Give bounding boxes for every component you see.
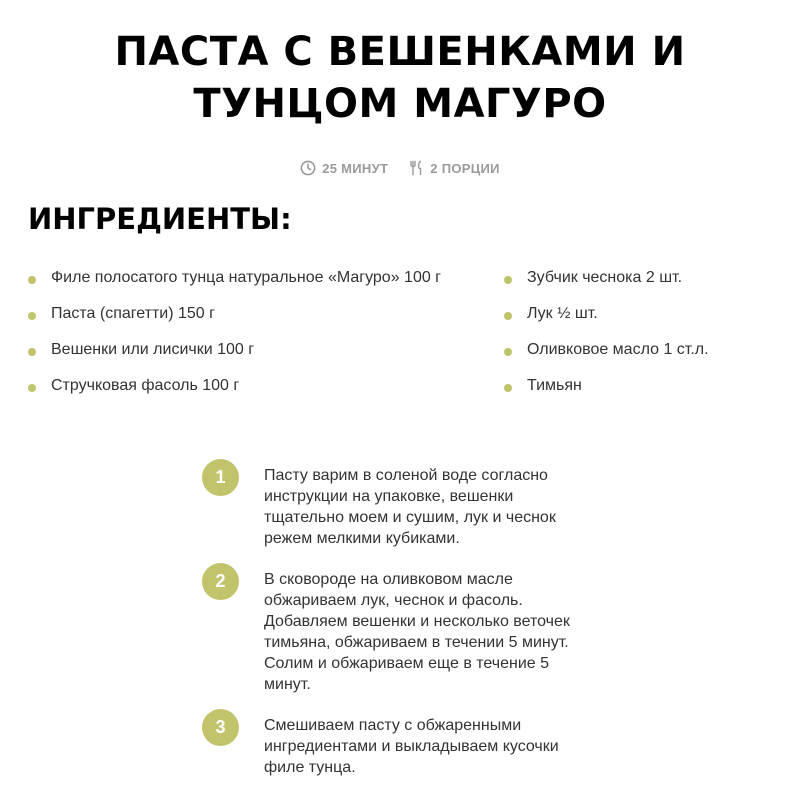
- cooking-steps: [202, 458, 622, 791]
- recipe-title: ПАСТА С ВЕШЕНКАМИ И ТУНЦОМ МАГУРО: [114, 29, 686, 127]
- step-number-badge: 3: [202, 709, 239, 746]
- recipe-meta: [0, 160, 800, 176]
- step-text: В сковороде на оливковом масле обжариваем лук, чеснок и фасоль. Добавляем вешенки и несколько веточек тимьяна, обжариваем в течении 5 минут. Солим и обжариваем еще в течение 5 минут.: [264, 571, 570, 693]
- ingredient-item: [504, 376, 784, 396]
- ingredient-item: [28, 340, 468, 360]
- bullet-dot: [504, 384, 512, 392]
- fork-knife-icon: [408, 160, 424, 176]
- ingredient-item: [504, 304, 784, 324]
- ingredient-text: Стручковая фасоль 100 г: [51, 377, 240, 394]
- cooking-time-label: 25 МИНУТ: [322, 160, 389, 176]
- step-number-badge: 1: [202, 459, 239, 496]
- ingredient-text: Паста (спагетти) 150 г: [51, 305, 215, 322]
- step-item: [202, 458, 622, 549]
- ingredients-heading: ИНГРЕДИЕНТЫ:: [28, 202, 292, 236]
- step-number-badge: 2: [202, 563, 239, 600]
- ingredient-item: [28, 268, 468, 288]
- bullet-dot: [28, 312, 36, 320]
- ingredient-item: [504, 340, 784, 360]
- step-item: [202, 708, 622, 778]
- ingredient-text: Оливковое масло 1 ст.л.: [527, 341, 709, 358]
- bullet-dot: [28, 348, 36, 356]
- bullet-dot: [504, 312, 512, 320]
- ingredient-item: [28, 376, 468, 396]
- ingredient-text: Вешенки или лисички 100 г: [51, 341, 255, 358]
- ingredient-item: [504, 268, 784, 288]
- cooking-time: [300, 160, 388, 176]
- clock-icon: [300, 160, 316, 176]
- step-text: Смешиваем пасту с обжаренными ингредиентами и выкладываем кусочки филе тунца.: [264, 717, 559, 776]
- bullet-dot: [28, 384, 36, 392]
- ingredient-item: [28, 304, 468, 324]
- step-item: [202, 562, 622, 695]
- ingredient-text: Зубчик чеснока 2 шт.: [527, 269, 683, 286]
- ingredient-text: Филе полосатого тунца натуральное «Магуро» 100 г: [51, 269, 442, 286]
- bullet-dot: [504, 348, 512, 356]
- servings: [408, 160, 500, 176]
- ingredients-list-right: [504, 268, 784, 412]
- bullet-dot: [28, 276, 36, 284]
- bullet-dot: [504, 276, 512, 284]
- step-text: Пасту варим в соленой воде согласно инструкции на упаковке, вешенки тщательно моем и сушим, лук и чеснок режем мелкими кубиками.: [264, 467, 556, 547]
- ingredient-text: Лук ½ шт.: [527, 305, 598, 322]
- ingredient-text: Тимьян: [527, 377, 582, 394]
- ingredients-list-left: [28, 268, 468, 412]
- servings-label: 2 ПОРЦИИ: [430, 160, 500, 176]
